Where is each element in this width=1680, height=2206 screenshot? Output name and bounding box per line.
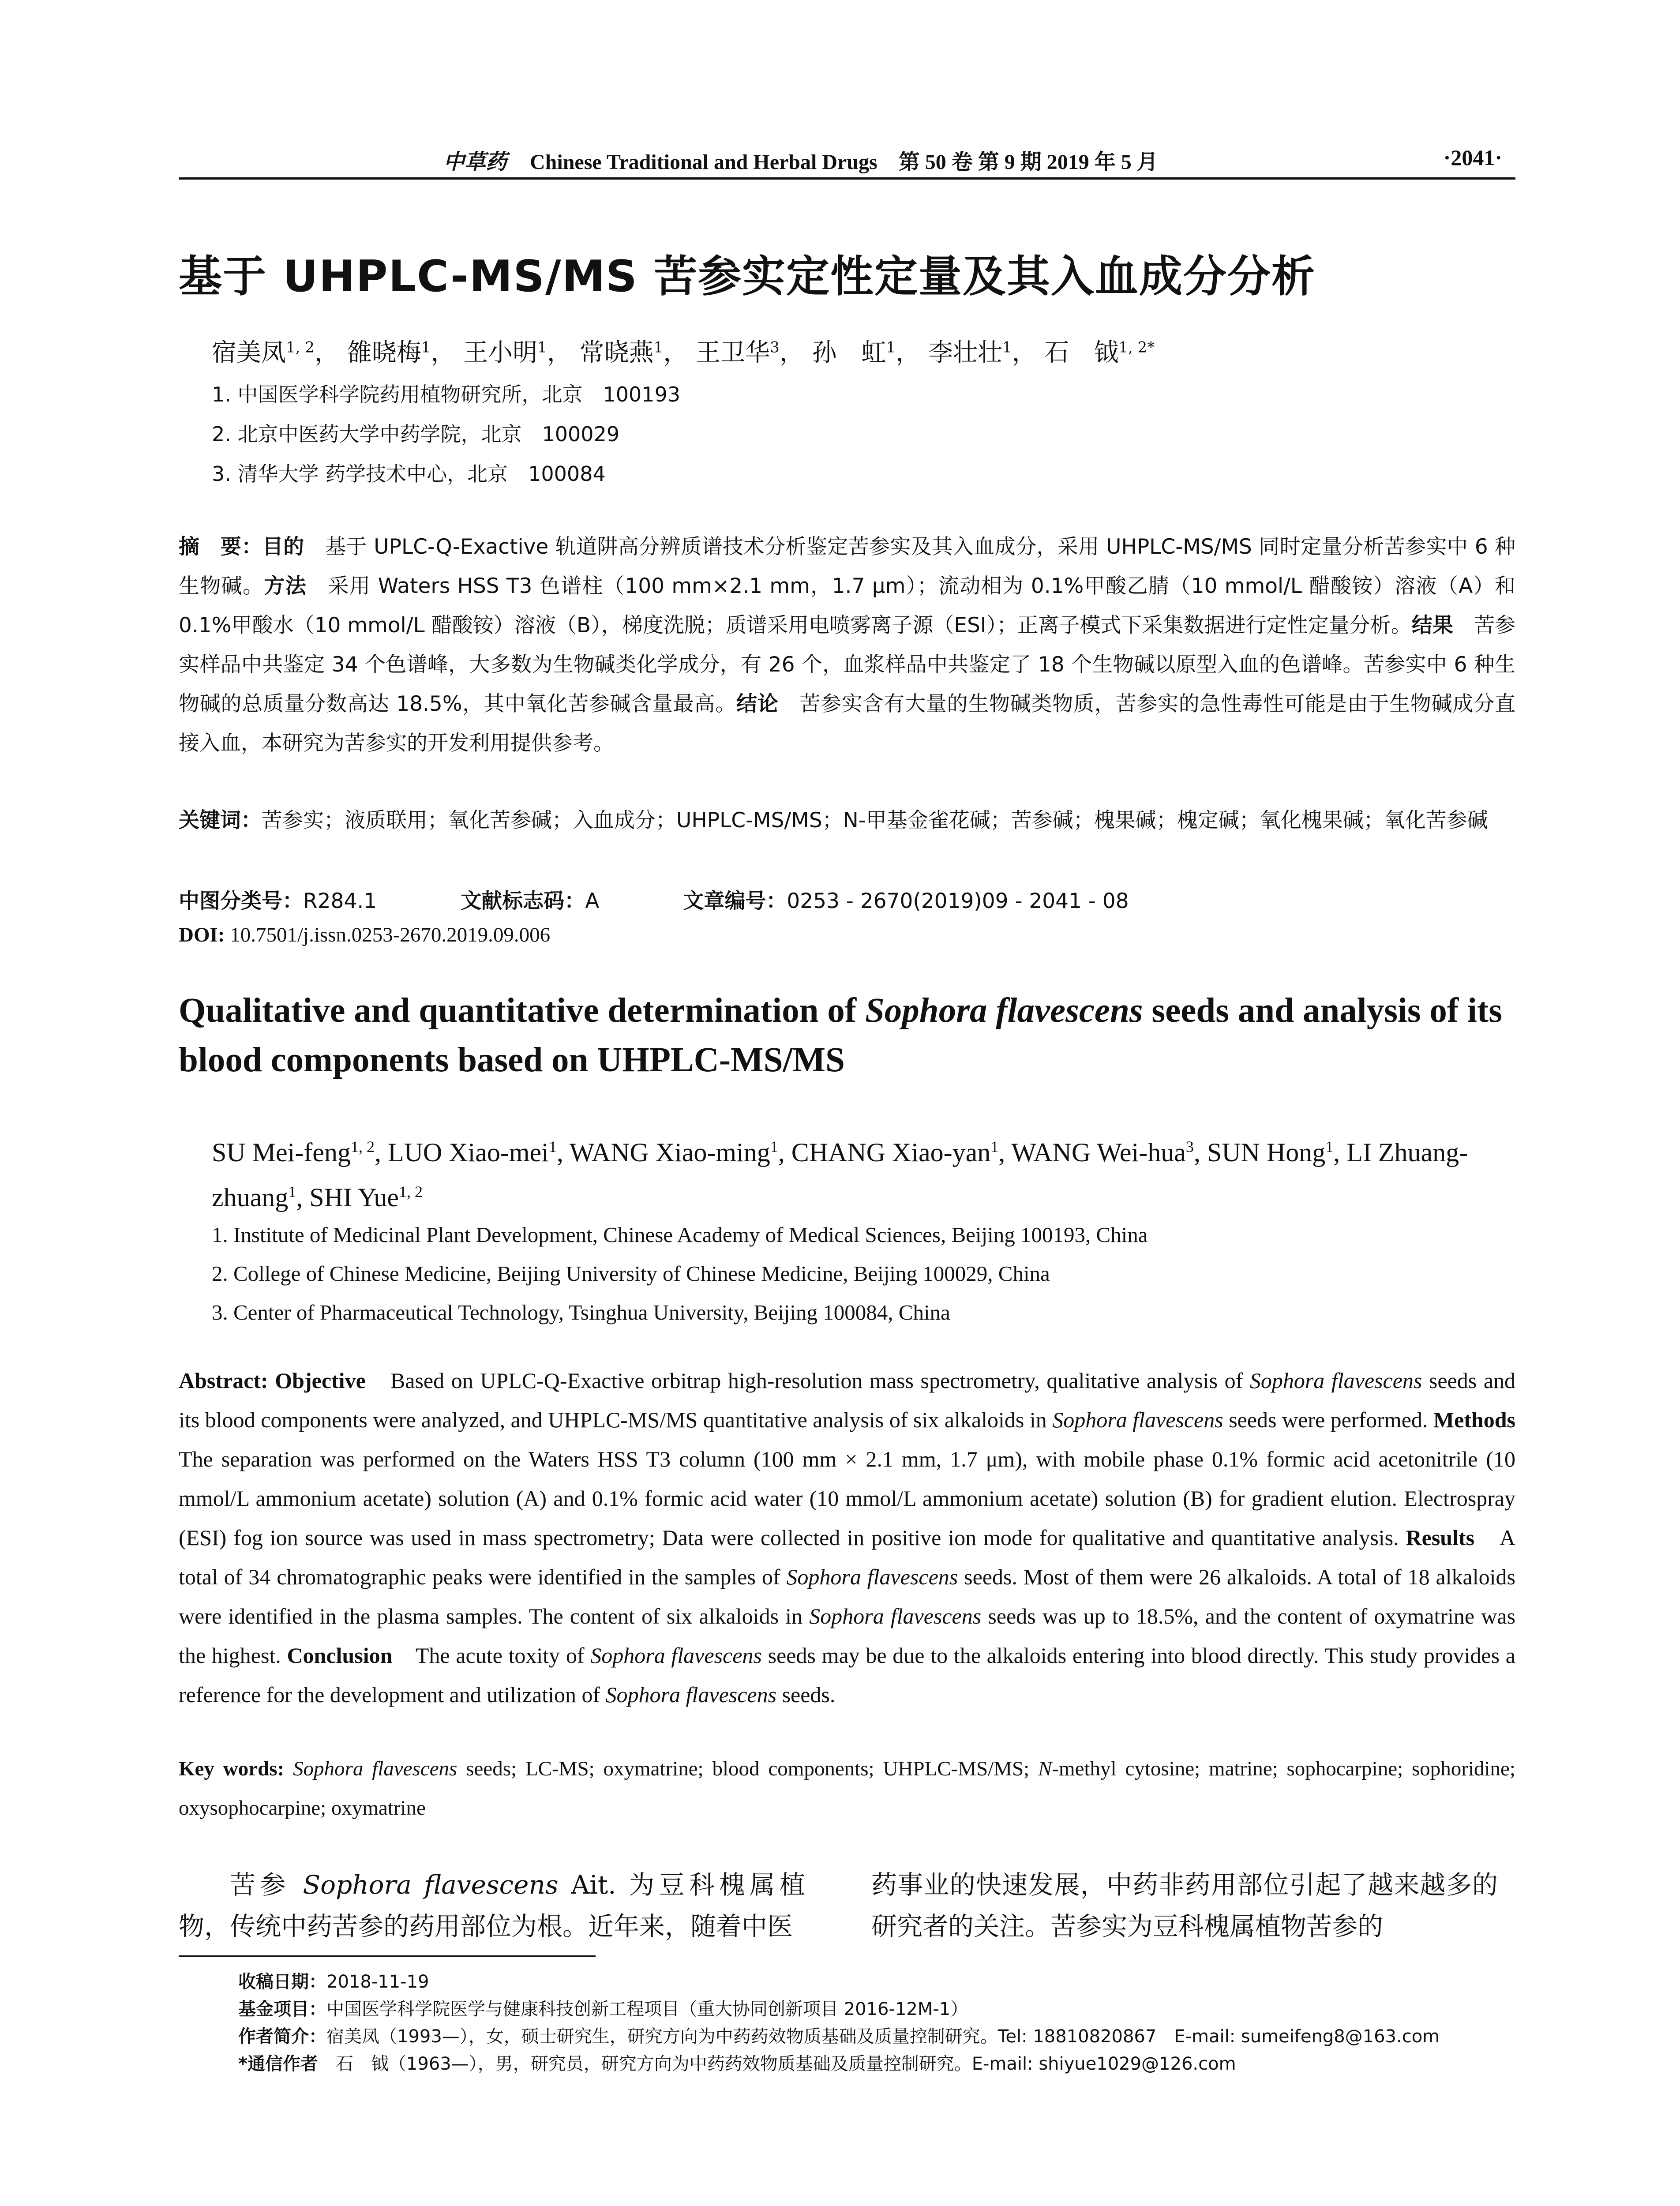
author-affil-sup: 1 — [537, 338, 547, 356]
classification-line — [179, 885, 1129, 914]
footnote-label: 基金项目： — [238, 1999, 326, 2019]
footnote-text: 中国医学科学院医学与健康科技创新工程项目（重大协同创新项目 2016-12M-1） — [326, 1999, 968, 2019]
author-en: LUO Xiao-mei — [387, 1138, 549, 1167]
species-name: Sophora flavescens — [1249, 1368, 1422, 1393]
affiliation-cn: 3. 清华大学 药学技术中心，北京 100084 — [212, 462, 606, 486]
doi-label: DOI: — [179, 923, 225, 946]
authors-en: SU Mei-feng$^{1, 2}$, LUO Xiao-mei$^1$, WANG Xiao-ming$^1$, CHANG Xiao-yan$^1$, WANG Wei-hua$^3$, SUN Hong$^1$, LI Zhuang-zhuang$^1$, SHI Yue$^{1, 2}$ — [212, 1138, 1468, 1212]
author-en: SHI Yue — [309, 1183, 399, 1212]
author-affil-sup: 1 — [1002, 338, 1012, 356]
authors-cn: 宿美凤$^{1, 2}$， 雒晓梅$^1$， 王小明$^1$， 常晓燕$^1$， 王卫华$^3$， 孙 虹$^1$， 李壮壮$^1$， 石 钺$^{1, 2*}$ — [212, 338, 1155, 367]
author-affil-sup: 1, 2 — [399, 1183, 423, 1201]
author-cn: 雒晓梅 — [347, 338, 421, 367]
species-name: Sophora flavescens — [590, 1643, 762, 1668]
footnote-label: 收稿日期： — [238, 1972, 326, 1992]
running-header — [179, 140, 1515, 180]
title-en-species: Sophora flavescens — [865, 991, 1143, 1030]
author-affil-sup: 1 — [770, 1138, 778, 1156]
title-en — [179, 986, 1515, 1085]
abstract-en-text: seeds were performed. — [1223, 1407, 1433, 1432]
species-name: Sophora flavescens — [605, 1682, 777, 1707]
clc-value: R284.1 — [303, 889, 377, 913]
methods-en-label: Methods — [1433, 1407, 1515, 1432]
body-column-right — [871, 1864, 1498, 1947]
abstract-en-text: Based on UPLC-Q-Exactive orbitrap high-resolution mass spectrometry, qualitative analysis of — [365, 1368, 1250, 1393]
author-cn: 王小明 — [463, 338, 538, 367]
journal-issue: 第 50 卷 第 9 期 2019 年 5 月 — [898, 150, 1158, 174]
article-no-label: 文章编号： — [683, 889, 787, 913]
conclusion-en-text: seeds may be due to the alkaloids entering into blood directly. This study provides a reference for the development and utilization of — [179, 1643, 1515, 1707]
abstract-en — [179, 1361, 1538, 1715]
affiliation-en: 2. College of Chinese Medicine, Beijing University of Chinese Medicine, Beijing 100029, China — [212, 1261, 1050, 1286]
conclusion-label: 结论 — [736, 692, 779, 716]
author-cn: 孙 虹 — [812, 338, 886, 367]
author-affil-sup: 3 — [770, 338, 780, 356]
journal-name-en: Chinese Traditional and Herbal Drugs — [530, 150, 878, 174]
conclusion-text: 苦参实含有大量的生物碱类物质，苦参实的急性毒性可能是由于生物碱成分直接入血，本研究为苦参实的开发利用提供参考。 — [179, 692, 1515, 755]
results-en-label: Results — [1406, 1525, 1475, 1550]
author-en: SUN Hong — [1207, 1138, 1326, 1167]
title-cn: 基于 UHPLC-MS/MS 苦参实定性定量及其入血成分分析 — [179, 251, 1316, 302]
keywords-cn — [179, 801, 1515, 840]
results-en-text: seeds. Most of them were 26 alkaloids. A total of 18 alkaloids were identified in the plasma samples. The content of six alkaloids in — [179, 1564, 1515, 1628]
author-affil-sup: 1 — [288, 1183, 296, 1201]
clc-label: 中图分类号： — [179, 889, 303, 913]
doi-line — [179, 923, 550, 947]
author-affil-sup: 1, 2 — [286, 338, 315, 356]
objective-text: 基于 UPLC-Q-Exactive 轨道阱高分辨质谱技术分析鉴定苦参实及其入血成分，采用 UHPLC-MS/MS 同时定量分析苦参实中 6 种生物碱。 — [179, 535, 1516, 598]
conclusion-en-label: Conclusion — [287, 1643, 393, 1668]
abstract-en-label: Abstract: Objective — [179, 1368, 366, 1393]
body-text: 苦参 — [230, 1870, 303, 1900]
body-column-left — [179, 1864, 805, 1947]
footnote-text: 2018-11-19 — [326, 1972, 429, 1992]
author-affil-sup: 1 — [990, 1138, 999, 1156]
author-affil-sup: 1, 2* — [1118, 338, 1155, 356]
affiliation-en: 3. Center of Pharmaceutical Technology, Tsinghua University, Beijing 100084, China — [212, 1300, 950, 1324]
keywords-en-text: -methyl cytosine; matrine; sophocarpine; sophoridine; oxysophocarpine; oxymatrine — [179, 1757, 1515, 1820]
results-label: 结果 — [1411, 613, 1453, 638]
methods-text: 采用 Waters HSS T3 色谱柱（100 mm×2.1 mm，1.7 μm）；流动相为 0.1%甲酸乙腈（10 mmol/L 醋酸铵）溶液（A）和 0.1%甲酸水（10 mmol/L 醋酸铵）溶液（B），梯度洗脱；质谱采用电喷雾离子源（ESI）；正离子模式下采集数据进行定性定量分析。 — [179, 574, 1516, 638]
author-affil-sup: 1 — [421, 338, 431, 356]
keywords-en-text: seeds; LC-MS; oxymatrine; blood components; UHPLC-MS/MS; — [457, 1757, 1039, 1780]
results-en-text: A total of 34 chromatographic peaks were identified in the samples of — [179, 1525, 1515, 1589]
species-name: Sophora flavescens — [809, 1604, 982, 1628]
conclusion-en-text: seeds. — [776, 1682, 836, 1707]
author-en: SU Mei-feng — [212, 1138, 351, 1167]
author-affil-sup: 1 — [548, 1138, 557, 1156]
author-cn: 王卫华 — [696, 338, 770, 367]
affiliation-en: 1. Institute of Medicinal Plant Development, Chinese Academy of Medical Sciences, Beijing 100193, China — [212, 1223, 1148, 1247]
author-cn: 宿美凤 — [212, 338, 286, 367]
results-text: 苦参实样品中共鉴定 34 个色谱峰，大多数为生物碱类化学成分，有 26 个，血浆样品中共鉴定了 18 个生物碱以原型入血的色谱峰。苦参实中 6 种生物碱的总质量分数高达 18.5%，其中氧化苦参碱含量最高。 — [179, 613, 1516, 716]
body-text: Ait. 为豆科槐属植物，传统中药苦参的药用部位为根。近年来，随着中医 — [179, 1870, 806, 1941]
abstract-label: 摘 要： — [179, 535, 262, 559]
species-name: Sophora flavescens — [786, 1564, 958, 1589]
doc-code-label: 文献标志码： — [461, 889, 585, 913]
footnote-text: 石 钺（1963—），男，研究员，研究方向为中药药效物质基础及质量控制研究。E-mail: shiyue1029@126.com — [318, 2054, 1236, 2074]
species-name: Sophora flavescens — [284, 1757, 458, 1780]
keyword-italic: N — [1038, 1757, 1052, 1780]
footnote-corresponding — [238, 2050, 1236, 2075]
running-header-title — [443, 145, 1158, 175]
body-text: 药事业的快速发展，中药非药用部位引起了越来越多的研究者的关注。苦参实为豆科槐属植物苦参的 — [871, 1870, 1498, 1941]
conclusion-en-text: The acute toxity of — [392, 1643, 591, 1668]
footnote-author — [238, 2022, 1440, 2048]
author-cn: 李壮壮 — [928, 338, 1002, 367]
author-affil-sup: 1, 2 — [350, 1138, 375, 1156]
abstract-cn — [179, 527, 1515, 763]
author-cn: 常晓燕 — [579, 338, 654, 367]
author-affil-sup: 1 — [886, 338, 896, 356]
title-en-part: Qualitative and quantitative determination of — [179, 991, 865, 1030]
journal-name-cn: 中草药 — [443, 150, 507, 174]
author-en: LI Zhuang-zhuang — [212, 1138, 1468, 1212]
footnote-label: 作者简介： — [238, 2026, 326, 2047]
results-en-text: seeds was up to 18.5%, and the content of oxymatrine was the highest. — [179, 1604, 1515, 1668]
doc-code-value: A — [585, 889, 600, 913]
footnote-label: *通信作者 — [238, 2054, 318, 2074]
author-en: WANG Xiao-ming — [569, 1138, 770, 1167]
keywords-en-label: Key words: — [179, 1757, 285, 1780]
footnote-fund — [238, 1995, 968, 2020]
species-name: Sophora flavescens — [1052, 1407, 1223, 1432]
author-affil-sup: 1 — [653, 338, 664, 356]
footnote-received — [238, 1968, 429, 1993]
methods-label: 方法 — [264, 574, 307, 598]
species-name: Sophora flavescens — [303, 1870, 559, 1900]
title-en-part: seeds and analysis of its blood components based on UHPLC-MS/MS — [179, 991, 1502, 1079]
keywords-text: 苦参实；液质联用；氧化苦参碱；入血成分；UHPLC-MS/MS；N-甲基金雀花碱；苦参碱；槐果碱；槐定碱；氧化槐果碱；氧化苦参碱 — [262, 808, 1488, 833]
objective-label: 目的 — [262, 535, 304, 559]
author-en: WANG Wei-hua — [1011, 1138, 1186, 1167]
footnote-text: 宿美凤（1993—），女，硕士研究生，研究方向为中药药效物质基础及质量控制研究。Tel: 18810820867 E-mail: sumeifeng8@163.com — [326, 2026, 1440, 2047]
methods-en-text: The separation was performed on the Waters HSS T3 column (100 mm × 2.1 mm, 1.7 μm), with mobile phase 0.1% formic acid acetonitrile (10 mmol/L ammonium acetate) solution (A) and 0.1% formic acid water (10 mmol/L ammonium acetate) solution (B) for gradient elution. Electrospray (ESI) fog ion source was used in mass spectrometry; Data were collected in positive ion mode for qualitative and quantitative analysis. — [179, 1407, 1538, 1550]
article-no-value: 0253 - 2670(2019)09 - 2041 - 08 — [787, 889, 1129, 913]
abstract-en-text: seeds and its blood components were analyzed, and UHPLC-MS/MS quantitative analysis of six alkaloids in — [179, 1368, 1516, 1432]
keywords-en — [179, 1749, 1515, 1828]
keywords-label: 关键词： — [179, 808, 262, 833]
doi-value: 10.7501/j.issn.0253-2670.2019.09.006 — [225, 923, 551, 946]
author-en: CHANG Xiao-yan — [791, 1138, 991, 1167]
affiliation-cn: 1. 中国医学科学院药用植物研究所，北京 100193 — [212, 383, 681, 406]
author-cn: 石 钺 — [1044, 338, 1119, 367]
author-affil-sup: 1 — [1325, 1138, 1334, 1156]
author-affil-sup: 3 — [1185, 1138, 1194, 1156]
page-number: ·2041· — [1443, 145, 1502, 170]
affiliation-cn: 2. 北京中医药大学中药学院，北京 100029 — [212, 422, 620, 446]
footnote-rule — [179, 1955, 596, 1957]
